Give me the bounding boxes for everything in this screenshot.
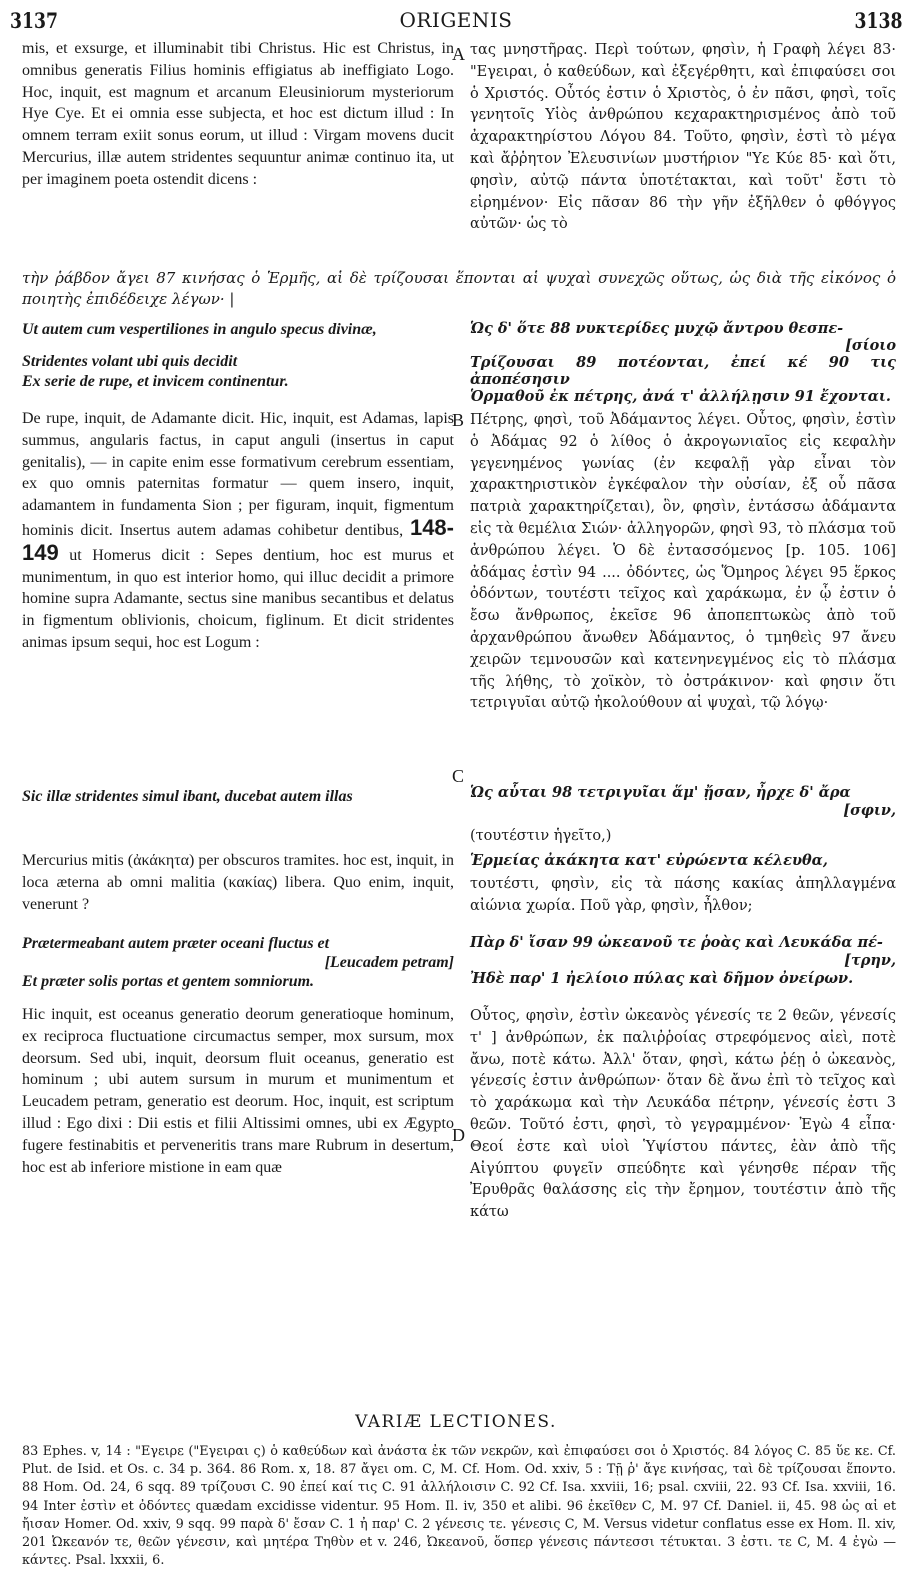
verse-line: Ὡς αὗται 98 τετριγυῖαι ἅμ' ᾔσαν, ἦρχε δ' ἄρα [470, 784, 851, 801]
latin-text: mis, et exsurge, et illuminabit tibi Christus. Hic est Christus, in omnibus generatis Filius hominis effigiatus ab ineffigiato Logo. Hoc, inquit, est magnum et arcanum Eleusiniorum mysteriorum Hye Cye. Et ei omnia esse subjecta, et hoc est dictum illud : In omnem terram exiit sonus eorum, ut illud : Virgam movens ducit Mercurius, illæ autem stridentes sequuntur animæ continuo ita, ut per imaginem poeta ostendit dicens : [22, 40, 454, 188]
latin-paragraph-1 [22, 38, 454, 258]
greek-verse-2 [470, 784, 896, 824]
latin-verse-3 [22, 934, 454, 994]
verse-line: Ἠδὲ παρ' 1 ἠελίοιο πύλας καὶ δῆμον ὀνείρων. [470, 970, 854, 987]
latin-paragraph-3 [22, 850, 454, 920]
latin-text: Hic inquit, est oceanus generatio deorum generatioque hominum, ex reciproca fluctuatione circumactus semper, mox sursum, mox deorsum. Sed ubi, inquit, deorsum fluit oceanus, generatio est hominum ; ubi autem sursum in murum et munimentum et Leucadem petram, generatio est deorum. Hoc, inquit, est scriptum illud : Ego dixi : Dii estis et filii Altissimi omnes, ubi ex Ægypto fugere festinabitis et perveneritis trans mare Rubrum in desertum, hoc est ab inferiore mistione in eam quæ [22, 1006, 454, 1176]
verse-line: [σφιν, [843, 802, 896, 819]
greek-paragraph-3 [470, 874, 896, 920]
column-number-left: 3137 [10, 8, 58, 33]
latin-text: ut Homerus dicit : Sepes dentium, hoc est murus et munimentum, in quo est interior homo, qui illuc decidit a primore homine supra Adamante, sectus sine manibus secantibus et delatus in figmentum oblivionis, choicum, figlinum. Et dicit stridentes animas ipsum sequi, hoc est Logum : [22, 546, 455, 651]
verse-line: Stridentes volant ubi quis decidit [22, 353, 238, 370]
greek-text: (τουτέστιν ἡγεῖτο,) [470, 828, 612, 844]
verse-line: Ὡς δ' ὅτε 88 νυκτερίδες μυχῷ ἄντρου θεσπε- [470, 320, 844, 337]
greek-gloss [470, 826, 896, 848]
verse-line: Ut autem cum vespertiliones in angulo specus divinæ, [22, 321, 377, 338]
verse-line: Sic illæ stridentes simul ibant, ducebat autem illas [22, 788, 353, 805]
column-number-right: 3138 [854, 8, 902, 33]
verse-line: Τρίζουσαι 89 ποτέονται, ἐπεί κέ 90 τις ἀποπέσησιν [470, 354, 896, 388]
margin-letter-b: B [452, 410, 465, 430]
verse-line: [τρην, [844, 952, 896, 969]
greek-text: τουτέστι, φησὶν, εἰς τὰ πάσης κακίας ἀπηλλαγμένα αἰώνια χωρία. Ποῦ γὰρ, φησὶν, ἦλθον; [470, 876, 896, 914]
verse-line: Ὁρμαθοῦ ἐκ πέτρης, ἀνά τ' ἀλλήλῃσιν 91 ἔχονται. [470, 388, 891, 405]
greek-verse-3 [470, 850, 896, 874]
verse-line: Ἑρμείας ἀκάκητα κατ' εὐρώεντα κέλευθα, [470, 852, 828, 869]
verse-line: Et præter solis portas et gentem somniorum. [22, 973, 315, 990]
latin-verse-2 [22, 786, 454, 812]
verse-line: [Leucadem petram] [324, 954, 454, 971]
greek-text: Πέτρης, φησὶ, τοῦ Ἀδάμαντος λέγει. Οὗτος, φησὶν, ἐστὶν ὁ Ἀδάμας 92 ὁ λίθος ὁ ἀκρογωνιαῖος εἰς κεφαλὴν γεγενημένος γωνίας (ἐν κεφαλῇ γὰρ εἶναι τὸν χαρακτηριστικὸν ἐγκέφαλον τὴν οὐσίαν, ἐξ οὗ πᾶσα πατριὰ χαρακτηρίζεται), ὃν, φησὶν, ἐντάσσω ἀδάμαντα εἰς τὰ θεμέλια Σιών· ἀλληγορῶν, φησὶ 93, τὸ πλάσμα τοῦ ἀνθρώπου λέγει. Ὁ δὲ ἐντασσόμενος [p. 105. 106] ἀδάμας ἐστὶν 94 .... ὀδόντες, ὡς Ὅμηρος λέγει 95 ἕρκος ὀδόντων, τουτέστι τεῖχος καὶ χαράκωμα, ἐν ᾧ ἐστιν ὁ ἔσω ἄνθρωπος, ἐκεῖσε 96 ἀποπεπτωκὼς ἀπὸ τοῦ ἀρχανθρώπου ἄνωθεν Ἀδάμαντος, ὁ τμηθεὶς 97 ἄνευ χειρῶν τεμνουσῶν καὶ κατενηνεγμένος εἰς τὸ πλάσμα τῆς λήθης, τὸ χοϊκὸν, τὸ ὀστράκινον· καὶ φησιν ὅτι τετριγυῖαι αὐτῷ ἠκολούθουν αἱ ψυχαὶ, τῷ λόγῳ· [470, 412, 896, 712]
greek-paragraph-2 [470, 410, 896, 770]
page-header [10, 8, 902, 34]
greek-text: τας μνηστῆρας. Περὶ τούτων, φησὶν, ἡ Γραφὴ λέγει 83· "Εγειραι, ὁ καθεύδων, καὶ ἐξεγέρθητι, καὶ ἐπιφαύσει σοι ὁ Χριστός. Οὗτός ἐστιν ὁ Χριστὸς, ὁ ἐν πᾶσι, φησὶ, τοῖς γενητοῖς Υἱὸς ἀνθρώπου κεχαρακτηρισμένος ἀπὸ τοῦ ἀχαρακτηρίστου Λόγου 84. Τοῦτο, φησὶν, ἐστὶ τὸ μέγα καὶ ἄῤῥητον Ἐλευσινίων μυστήριον "Υε Κύε 85· καὶ ὅτι, φησὶν, αὐτῷ πάντα ὑποτέτακται, καὶ τοῦτ' ἔστι τὸ εἰρημένον· Εἰς πᾶσαν 86 τὴν γῆν ἐξῆλθεν ὁ φθόγγος αὐτῶν· ὡς τὸ [470, 42, 896, 233]
footnotes-text: 83 Ephes. v, 14 : "Εγειρε ("Εγειραι ς) ὁ καθεύδων καὶ ἀνάστα ἐκ τῶν νεκρῶν, καὶ ἐπιφαύσει σοι ὁ Χριστός. 84 λόγος C. 85 ὕε κε. Cf. Plut. de Isid. et Os. c. 34 p. 364. 86 Rom. x, 18. 87 ἄγει om. C, M. Cf. Hom. Od. xxiv, 5 : Τῇ ῥ' ἄγε κινήσας, ταὶ δὲ τρίζουσαι ἕποντο. 88 Hom. Od. 24, 6 sqq. 89 τρίζουσι C. 90 ἐπεί καί τις C. 91 ἀλλήλοισιν C. 92 Cf. Isa. xxviii, 16; psal. cxviii, 22. 93 Cf. Isa. xxviii, 16. 94 Inter ἐστὶν et ὀδόντες quædam excidisse videntur. 95 Hom. Il. iv, 350 et alibi. 96 ἐκεῖθεν C, M. 97 Cf. Daniel. ii, 45. 98 ὡς αἱ et ἤισαν Homer. Od. xxiv, 9 sqq. 99 παρὰ δ' ἔσαν C. 1 ἠ παρ' C. 2 γένεσις τε. γένεσις C, M. Versus videtur conflatus esse ex Hom. Il. xiv, 201 Ὠκεανόν τε, θεῶν γένεσιν, καὶ μητέρα Τηθὺν et v. 246, Ὠκεανοῦ, ὅσπερ γένεσις πάντεσσι τέτυκται. 3 ἐστι. τε C, M. 4 ἐγὼ — κάντες. Psal. lxxxii, 6. [22, 1444, 896, 1569]
section-number: 148-149 [22, 514, 454, 565]
latin-text: Mercurius mitis (ἀκάκητα) per obscuros tramites. hoc est, inquit, in loca æterna ab omni malitia (κακίας) libera. Quo enim, inquit, venerunt ? [22, 852, 454, 913]
variae-lectiones-title: VARIÆ LECTIONES. [355, 1412, 557, 1432]
greek-text: Οὗτος, φησὶν, ἐστὶν ὠκεανὸς γένεσίς τε 2 θεῶν, γένεσίς τ' ] ἀνθρώπων, ἐκ παλιῤῥοίας στρεφόμενος αἰεὶ, ποτὲ ἄνω, ποτὲ κάτω. Ἀλλ' ὅταν, φησὶ, κάτω ῥέῃ ὁ ὠκεανὸς, γένεσίς ἐστιν ἀνθρώπων· ὅταν δὲ ἄνω ἐπὶ τὸ τεῖχος καὶ τὸ χαράκωμα καὶ τὴν Λευκάδα πέτρην, γένεσίς ἐστι 3 θεῶν. Τοῦτό ἐστι, φησὶ, τὸ γεγραμμένον· Ἐγὼ 4 εἶπα· Θεοί ἐστε καὶ υἱοὶ Ὑψίστου πάντες, ἐὰν ἀπὸ τῆς Αἰγύπτου φυγεῖν σπεύδητε καὶ γένησθε πέραν τῆς Ἐρυθρᾶς θαλάσσης εἰς τὴν ἔρημον, τουτέστιν ἀπὸ τῆς κάτω [470, 1008, 896, 1221]
latin-text: De rupe, inquit, de Adamante dicit. Hic, inquit, est Adamas, lapis summus, angularis factus, in caput anguli (insertus in caput genitalis), — in capite enim esse formativum cerebrum essentiam, ex quo omnis paternitas formatur — quem insero, inquit, adamantem in fundamenta Sion ; per figuram, inquit, figmentum hominis dicit. Insertus autem adamas cohibetur dentibus, [22, 410, 454, 539]
greek-verse-1 [470, 320, 896, 405]
latin-paragraph-4 [22, 1004, 454, 1276]
greek-paragraph-1 [470, 40, 896, 260]
verse-line: [σίοιο [845, 337, 896, 354]
variae-lectiones-notes [22, 1443, 896, 1570]
margin-letter-c: C [452, 766, 465, 786]
verse-line: Πὰρ δ' ἴσαν 99 ὠκεανοῦ τε ῥοὰς καὶ Λευκάδα πέ- [470, 934, 883, 951]
greek-text: τὴν ῥάβδον ἄγει 87 κινήσας ὁ Ἑρμῆς, αἱ δὲ τρίζουσαι ἕπονται αἱ ψυχαὶ συνεχῶς οὕτως, ὡς διὰ τῆς εἰκόνος ὁ ποιητὴς ἐπιδέδειχε λέγων· | [22, 269, 896, 308]
latin-verse-1 [22, 320, 454, 390]
verse-line: Ex serie de rupe, et invicem continentur. [22, 373, 289, 390]
latin-paragraph-2 [22, 408, 454, 748]
running-title: ORIGENIS [399, 8, 513, 32]
margin-letter-a: A [452, 44, 465, 64]
margin-letter-d: D [452, 1125, 465, 1145]
greek-fullwidth-line [22, 268, 896, 312]
greek-paragraph-5 [470, 1006, 896, 1278]
verse-line: Prætermeabant autem præter oceani fluctus et [22, 935, 330, 952]
greek-verse-4 [470, 934, 896, 994]
